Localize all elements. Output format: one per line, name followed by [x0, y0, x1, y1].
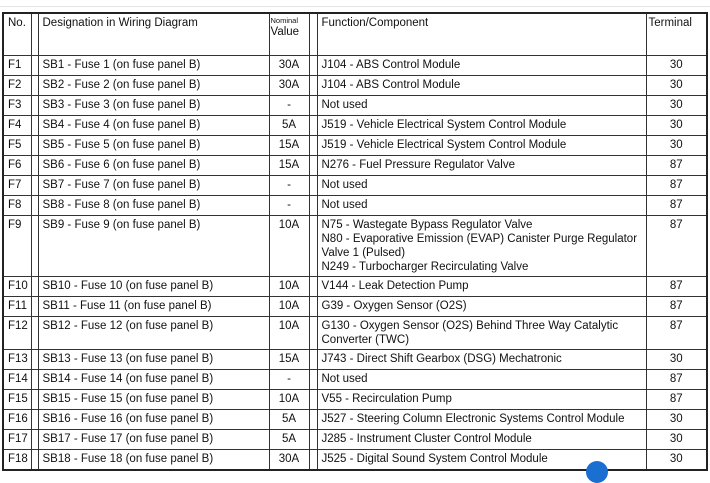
header-designation: Designation in Wiring Diagram — [38, 13, 269, 56]
cell-function: J525 - Digital Sound System Control Module — [317, 450, 646, 471]
spacer-column — [309, 410, 317, 430]
cell-terminal: 87 — [646, 216, 707, 277]
cell-terminal: 87 — [646, 176, 707, 196]
spacer-column — [31, 297, 38, 317]
cell-no: F14 — [3, 370, 31, 390]
spacer-column — [309, 350, 317, 370]
table-row — [3, 430, 707, 450]
spacer-column — [31, 56, 38, 76]
cell-terminal: 30 — [646, 410, 707, 430]
cell-designation: SB17 - Fuse 17 (on fuse panel B) — [38, 430, 269, 450]
cell-value: - — [269, 196, 309, 216]
cell-designation: SB4 - Fuse 4 (on fuse panel B) — [38, 116, 269, 136]
spacer-column — [309, 13, 317, 56]
cell-function: J527 - Steering Column Electronic Systems Control Module — [317, 410, 646, 430]
fuse-table — [2, 12, 708, 471]
cell-terminal: 30 — [646, 430, 707, 450]
cell-no: F5 — [3, 136, 31, 156]
cell-terminal: 30 — [646, 96, 707, 116]
table-row — [3, 410, 707, 430]
help-button[interactable] — [586, 461, 608, 483]
cell-designation: SB18 - Fuse 18 (on fuse panel B) — [38, 450, 269, 471]
spacer-column — [31, 216, 38, 277]
table-row — [3, 176, 707, 196]
cell-terminal: 30 — [646, 76, 707, 96]
cell-designation: SB2 - Fuse 2 (on fuse panel B) — [38, 76, 269, 96]
spacer-column — [309, 76, 317, 96]
cell-designation: SB11 - Fuse 11 (on fuse panel B) — [38, 297, 269, 317]
table-row — [3, 350, 707, 370]
cell-designation: SB8 - Fuse 8 (on fuse panel B) — [38, 196, 269, 216]
table-row — [3, 297, 707, 317]
spacer-column — [309, 370, 317, 390]
table-row — [3, 317, 707, 350]
spacer-column — [309, 116, 317, 136]
cell-no: F6 — [3, 156, 31, 176]
spacer-column — [31, 430, 38, 450]
spacer-column — [309, 156, 317, 176]
table-row — [3, 136, 707, 156]
spacer-column — [309, 96, 317, 116]
cell-value: - — [269, 176, 309, 196]
table-row — [3, 116, 707, 136]
cell-no: F10 — [3, 277, 31, 297]
cell-designation: SB3 - Fuse 3 (on fuse panel B) — [38, 96, 269, 116]
cell-designation: SB9 - Fuse 9 (on fuse panel B) — [38, 216, 269, 277]
spacer-column — [309, 176, 317, 196]
cell-value: 15A — [269, 156, 309, 176]
cell-value: 15A — [269, 350, 309, 370]
cell-designation: SB5 - Fuse 5 (on fuse panel B) — [38, 136, 269, 156]
cell-function: V144 - Leak Detection Pump — [317, 277, 646, 297]
header-no: No. — [3, 13, 31, 56]
cell-function: J285 - Instrument Cluster Control Module — [317, 430, 646, 450]
header-value: Value — [270, 26, 300, 38]
table-row — [3, 96, 707, 116]
cell-terminal: 87 — [646, 390, 707, 410]
spacer-column — [309, 317, 317, 350]
table-header — [3, 13, 707, 56]
cell-terminal: 87 — [646, 297, 707, 317]
cell-designation: SB6 - Fuse 6 (on fuse panel B) — [38, 156, 269, 176]
spacer-column — [31, 317, 38, 350]
cell-no: F9 — [3, 216, 31, 277]
table-row — [3, 277, 707, 297]
spacer-column — [309, 297, 317, 317]
table-row — [3, 76, 707, 96]
table-row — [3, 156, 707, 176]
cell-no: F18 — [3, 450, 31, 471]
cell-no: F2 — [3, 76, 31, 96]
spacer-column — [31, 116, 38, 136]
header-terminal: Terminal — [646, 13, 707, 56]
spacer-column — [31, 136, 38, 156]
cell-designation: SB16 - Fuse 16 (on fuse panel B) — [38, 410, 269, 430]
cell-value: - — [269, 370, 309, 390]
cell-value: 5A — [269, 116, 309, 136]
spacer-column — [309, 390, 317, 410]
cell-no: F15 — [3, 390, 31, 410]
cell-value: 10A — [269, 216, 309, 277]
header-nominal: Nominal — [270, 16, 299, 25]
spacer-column — [31, 350, 38, 370]
cell-no: F3 — [3, 96, 31, 116]
spacer-column — [31, 156, 38, 176]
cell-designation: SB14 - Fuse 14 (on fuse panel B) — [38, 370, 269, 390]
spacer-column — [309, 277, 317, 297]
spacer-column — [309, 216, 317, 277]
cell-function: N75 - Wastegate Bypass Regulator Valve N80 - Evaporative Emission (EVAP) Canister Purge Regulator Valve 1 (Pulsed) N249 - Turbocharger Recirculating Valve — [317, 216, 646, 277]
table-row — [3, 390, 707, 410]
cell-no: F13 — [3, 350, 31, 370]
cell-designation: SB7 - Fuse 7 (on fuse panel B) — [38, 176, 269, 196]
cell-designation: SB10 - Fuse 10 (on fuse panel B) — [38, 277, 269, 297]
cell-value: 5A — [269, 410, 309, 430]
cell-designation: SB1 - Fuse 1 (on fuse panel B) — [38, 56, 269, 76]
cell-function: J519 - Vehicle Electrical System Control Module — [317, 116, 646, 136]
cell-function: Not used — [317, 176, 646, 196]
cell-function: V55 - Recirculation Pump — [317, 390, 646, 410]
cell-value: 30A — [269, 56, 309, 76]
cell-function: N276 - Fuel Pressure Regulator Valve — [317, 156, 646, 176]
cell-function: J104 - ABS Control Module — [317, 56, 646, 76]
cell-no: F8 — [3, 196, 31, 216]
cell-no: F11 — [3, 297, 31, 317]
cell-value: 30A — [269, 450, 309, 471]
header-nominal-value — [269, 13, 309, 56]
cell-no: F4 — [3, 116, 31, 136]
cell-terminal: 30 — [646, 116, 707, 136]
header-function: Function/Component — [317, 13, 646, 56]
cell-designation: SB12 - Fuse 12 (on fuse panel B) — [38, 317, 269, 350]
cell-terminal: 30 — [646, 350, 707, 370]
spacer-column — [31, 96, 38, 116]
table-row — [3, 216, 707, 277]
cell-terminal: 30 — [646, 450, 707, 471]
cell-value: 10A — [269, 297, 309, 317]
cell-designation: SB13 - Fuse 13 (on fuse panel B) — [38, 350, 269, 370]
cell-no: F17 — [3, 430, 31, 450]
cell-terminal: 87 — [646, 370, 707, 390]
cell-function: J104 - ABS Control Module — [317, 76, 646, 96]
cell-designation: SB15 - Fuse 15 (on fuse panel B) — [38, 390, 269, 410]
spacer-column — [31, 176, 38, 196]
cell-function: Not used — [317, 196, 646, 216]
spacer-column — [309, 196, 317, 216]
cell-value: - — [269, 96, 309, 116]
cell-function: J743 - Direct Shift Gearbox (DSG) Mechatronic — [317, 350, 646, 370]
table-row — [3, 56, 707, 76]
cell-terminal: 87 — [646, 156, 707, 176]
cell-terminal: 30 — [646, 136, 707, 156]
table-row — [3, 196, 707, 216]
cell-function: J519 - Vehicle Electrical System Control Module — [317, 136, 646, 156]
spacer-column — [31, 196, 38, 216]
cell-no: F1 — [3, 56, 31, 76]
cell-function: Not used — [317, 370, 646, 390]
cell-value: 5A — [269, 430, 309, 450]
table-row — [3, 370, 707, 390]
spacer-column — [309, 56, 317, 76]
cell-value: 10A — [269, 390, 309, 410]
cell-function: G130 - Oxygen Sensor (O2S) Behind Three Way Catalytic Converter (TWC) — [317, 317, 646, 350]
spacer-column — [31, 76, 38, 96]
cell-function: G39 - Oxygen Sensor (O2S) — [317, 297, 646, 317]
cell-value: 10A — [269, 317, 309, 350]
cell-terminal: 87 — [646, 196, 707, 216]
spacer-column — [31, 370, 38, 390]
cell-terminal: 30 — [646, 56, 707, 76]
cell-function: Not used — [317, 96, 646, 116]
cell-value: 10A — [269, 277, 309, 297]
spacer-column — [31, 13, 38, 56]
cell-no: F7 — [3, 176, 31, 196]
spacer-column — [309, 430, 317, 450]
cell-no: F12 — [3, 317, 31, 350]
spacer-column — [309, 136, 317, 156]
spacer-column — [31, 277, 38, 297]
cell-value: 15A — [269, 136, 309, 156]
cell-value: 30A — [269, 76, 309, 96]
cell-no: F16 — [3, 410, 31, 430]
cell-terminal: 87 — [646, 317, 707, 350]
spacer-column — [31, 410, 38, 430]
spacer-column — [31, 390, 38, 410]
divider — [0, 6, 710, 7]
cell-terminal: 87 — [646, 277, 707, 297]
